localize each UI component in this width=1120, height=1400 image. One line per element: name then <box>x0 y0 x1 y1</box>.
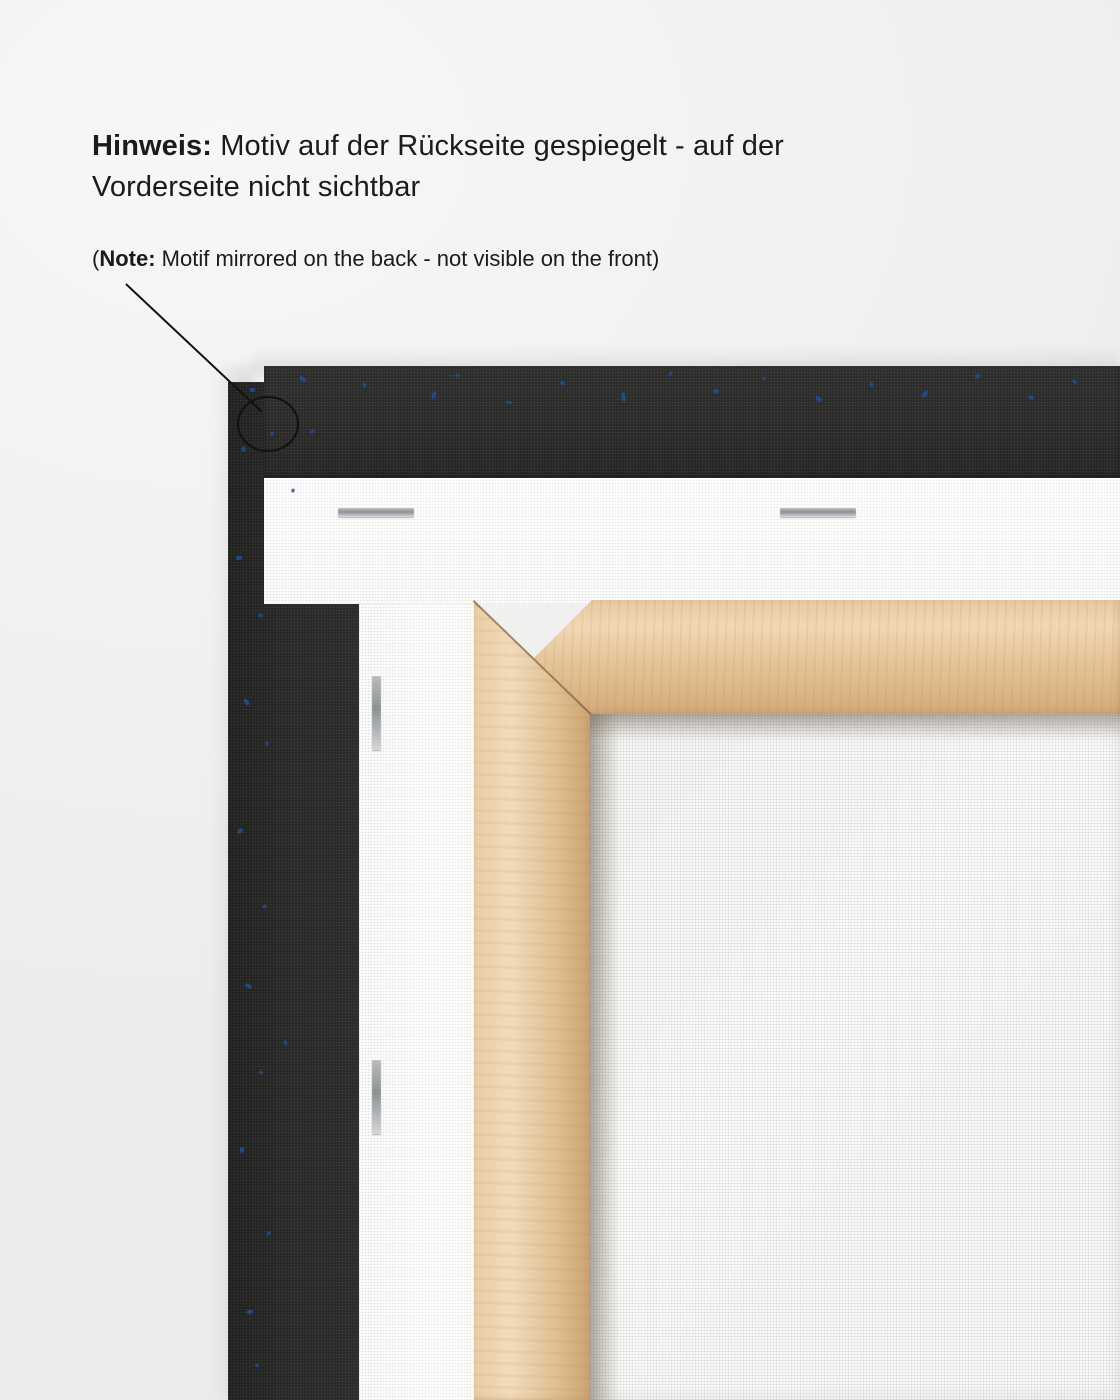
paint-speckle <box>250 388 255 392</box>
note-en <box>92 208 922 275</box>
canvas-print <box>228 366 1120 1400</box>
staple-left-lower <box>372 1060 381 1134</box>
staple-top-right <box>780 508 856 517</box>
printed-edge-top <box>264 366 1120 478</box>
paint-speckle <box>762 377 766 381</box>
paint-speckle <box>265 741 268 745</box>
note-de-text: Motiv auf der Rückseite gespiegelt - auf der Vorderseite nicht sichtbar <box>92 130 784 204</box>
stretcher-miter-joint <box>474 600 604 730</box>
note-de-label: Hinweis: <box>92 130 213 162</box>
canvas-back-top <box>264 478 1120 604</box>
paint-speckle <box>870 382 874 387</box>
paint-speckle <box>241 446 245 451</box>
canvas-inner-back-surface <box>590 714 1120 1400</box>
staple-top-left <box>338 508 414 517</box>
staple-left-upper <box>372 676 381 750</box>
inner-shadow-top <box>590 714 1120 740</box>
inner-shadow-left <box>590 714 620 1400</box>
note-de <box>92 126 922 208</box>
note-en-open-paren: ( <box>92 246 100 272</box>
note-en-text: Motif mirrored on the back - not visible on the front) <box>155 246 660 272</box>
callout-text-block <box>92 126 922 275</box>
note-en-label: Note: <box>99 246 156 272</box>
paint-speckle <box>506 401 512 405</box>
